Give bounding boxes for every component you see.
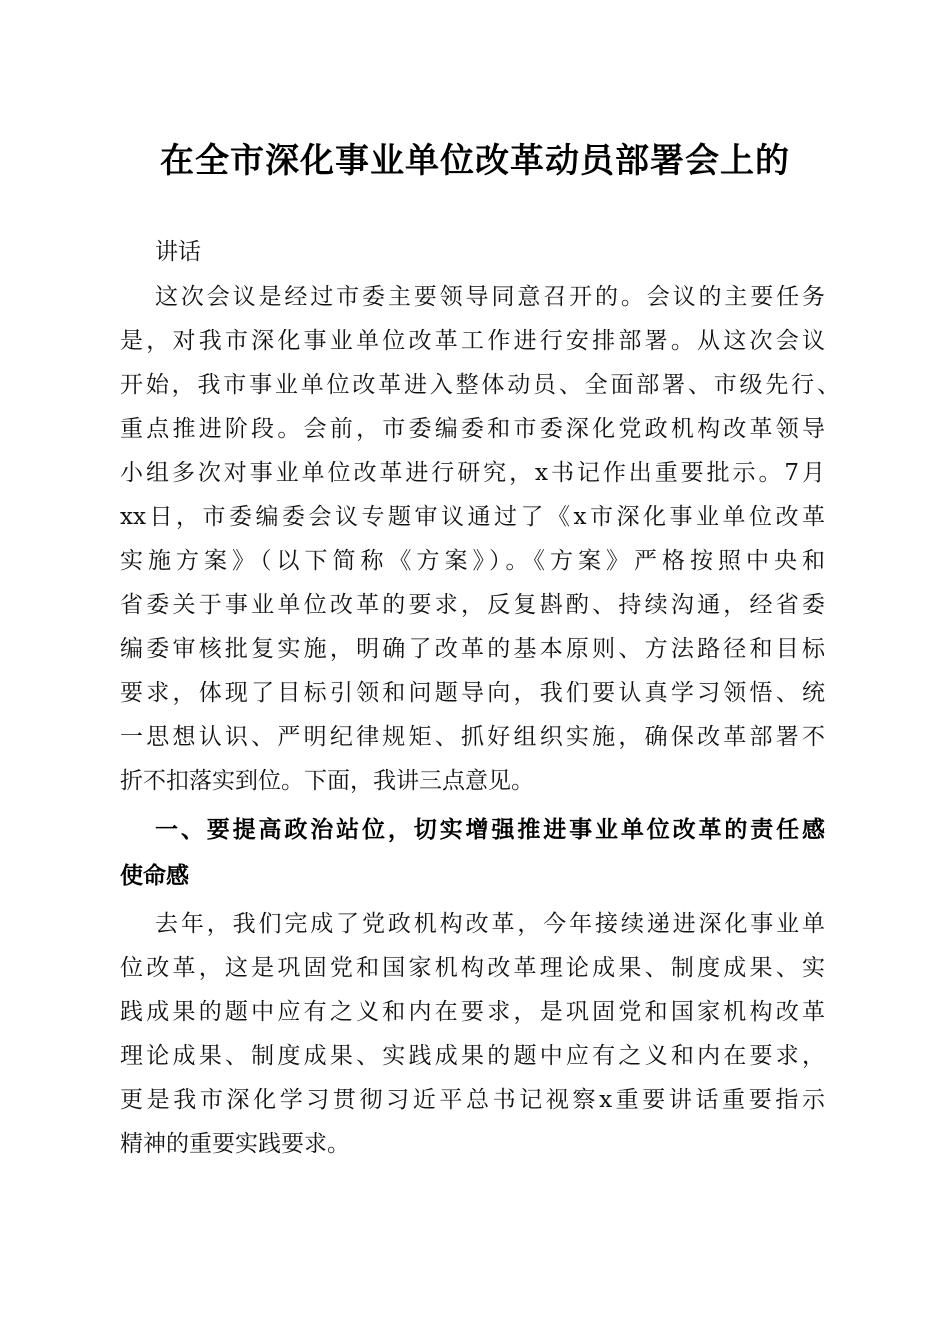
paragraph-2-line: 位改革，这是巩固党和国家机构改革理论成果、制度成果、实 bbox=[120, 955, 825, 981]
paragraph-1-line: 折不扣落实到位。下面，我讲三点意见。 bbox=[120, 768, 534, 794]
document-subtitle: 讲话 bbox=[155, 239, 201, 265]
paragraph-1-line: xx日，市委编委会议专题审议通过了《x市深化事业单位改革 bbox=[120, 504, 825, 530]
paragraph-2-line: 精神的重要实践要求。 bbox=[120, 1131, 350, 1157]
paragraph-2-line: 更是我市深化学习贯彻习近平总书记视察x重要讲话重要指示 bbox=[120, 1087, 825, 1113]
paragraph-1-line: 小组多次对事业单位改革进行研究，x书记作出重要批示。7月 bbox=[120, 460, 825, 486]
section-heading-1: 一、要提高政治站位，切实增强推进事业单位改革的责任感 bbox=[155, 817, 825, 843]
paragraph-1-line: 编委审核批复实施，明确了改革的基本原则、方法路径和目标 bbox=[120, 636, 825, 662]
paragraph-1-line: 重点推进阶段。会前，市委编委和市委深化党政机构改革领导 bbox=[120, 416, 825, 442]
paragraph-1-line: 这次会议是经过市委主要领导同意召开的。会议的主要任务 bbox=[155, 284, 825, 310]
paragraph-1-line: 省委关于事业单位改革的要求，反复斟酌、持续沟通，经省委 bbox=[120, 592, 825, 618]
paragraph-1-line: 要求，体现了目标引领和问题导向，我们要认真学习领悟、统 bbox=[120, 680, 825, 706]
paragraph-2-line: 理论成果、制度成果、实践成果的题中应有之义和内在要求， bbox=[120, 1043, 825, 1069]
section-heading-1-continued: 使命感 bbox=[120, 863, 189, 889]
paragraph-1-line: 实施方案》（以下简称《方案》）。《方案》严格按照中央和 bbox=[120, 548, 825, 574]
paragraph-1-line: 开始，我市事业单位改革进入整体动员、全面部署、市级先行、 bbox=[120, 372, 840, 398]
paragraph-2-line: 去年，我们完成了党政机构改革，今年接续递进深化事业单 bbox=[155, 911, 825, 937]
paragraph-2-line: 践成果的题中应有之义和内在要求，是巩固党和国家机构改革 bbox=[120, 999, 825, 1025]
paragraph-1-line: 是，对我市深化事业单位改革工作进行安排部署。从这次会议 bbox=[120, 328, 825, 354]
paragraph-1-line: 一思想认识、严明纪律规矩、抓好组织实施，确保改革部署不 bbox=[120, 724, 825, 750]
document-title: 在全市深化事业单位改革动员部署会上的 bbox=[160, 141, 790, 181]
